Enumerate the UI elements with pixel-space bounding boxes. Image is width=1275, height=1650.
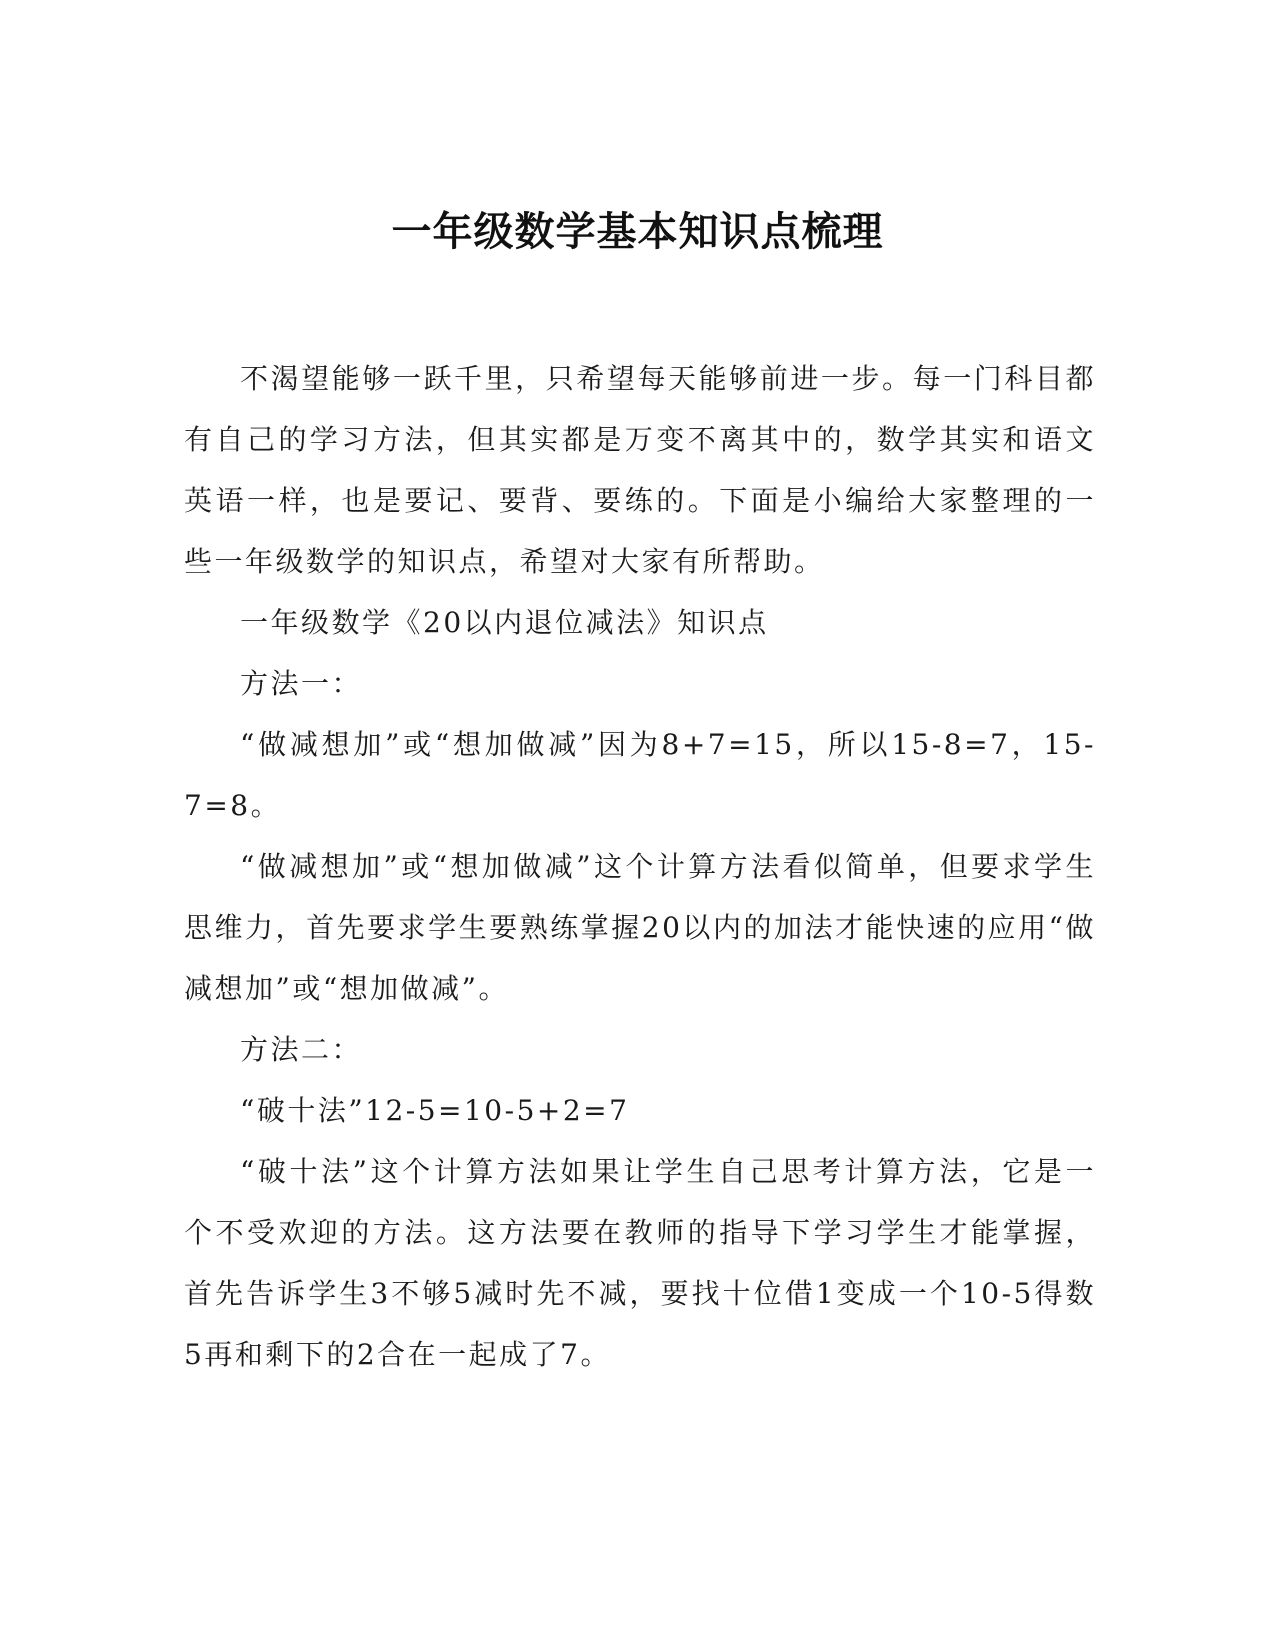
section-heading: 一年级数学《20以内退位减法》知识点 [240, 606, 769, 639]
method-two-label: 方法二： [240, 1033, 363, 1066]
document-title: 一年级数学基本知识点梳理 [391, 209, 884, 255]
method-one-label: 方法一： [240, 667, 363, 700]
method-one-example: “做减想加”或“想加做减”因为8+7=15，所以15-8=7，15-7=8。 [184, 728, 1096, 822]
method-one-explanation: “做减想加”或“想加做减”这个计算方法看似简单，但要求学生思维力，首先要求学生要熟练掌握20以内的加法才能快速的应用“做减想加”或“想加做减”。 [184, 850, 1096, 1005]
method-two-explanation: “破十法”这个计算方法如果让学生自己思考计算方法，它是一个不受欢迎的方法。这方法要在教师的指导下学习学生才能掌握，首先告诉学生3不够5减时先不减，要找十位借1变成一个10-5得数5再和剩下的2合在一起成了7。 [184, 1155, 1096, 1371]
intro-paragraph: 不渴望能够一跃千里，只希望每天能够前进一步。每一门科目都有自己的学习方法，但其实都是万变不离其中的，数学其实和语文英语一样，也是要记、要背、要练的。下面是小编给大家整理的一些一年级数学的知识点，希望对大家有所帮助。 [184, 362, 1096, 578]
document-body [184, 348, 1096, 1385]
method-two-example: “破十法”12-5=10-5+2=7 [240, 1094, 630, 1127]
